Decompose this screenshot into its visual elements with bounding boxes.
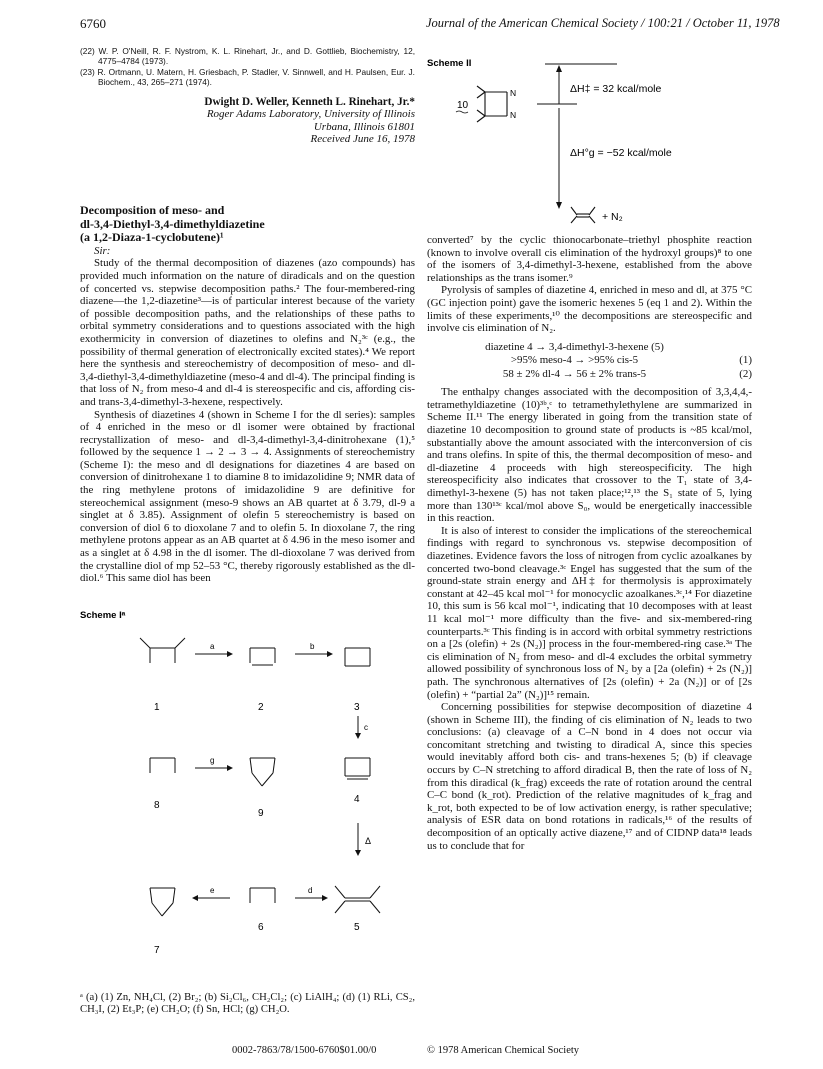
enthalpy-arrowhead [556,202,562,209]
diazetine-10-structure [477,86,507,122]
compound-4-structure [345,758,370,779]
arrow-b-head [327,651,333,657]
diazetine-n-bottom: N [510,110,517,120]
arrow-g-head [227,765,233,771]
compound-6-label: 6 [258,922,264,933]
body-paragraph-2: Synthesis of diazetines 4 (shown in Scheme I for the dl series): samples of 4 enriched in the meso or dl isomer were obtained by fractional recrystallization of meso- and dl-3,4-dimethyl-3,4-dinitrohexane (1),⁵ followed by the sequence 1 → 2 → 3 → 4. Assignments of stereochemistry (Scheme I): the meso and dl designations for diazetines 4 are based on conversion of dinitrohexane 1 to diamine 8 to imidazolidine 9; NMR data of the ring methylene protons of imidazolidine 9 are definitive for stereochemical assignment (meso-9 shows an AB quartet at δ 3.79, dl-9 a singlet at δ 3.85). Assignment of olefin 5 stereochemistry is based on conversion of diol 6 to dioxolane 7 and to olefin 5. In dioxolane 7, the ring methylene protons appear as an AB quartet at δ 4.96 in the meso isomer and as a singlet at δ 4.98 in the dl isomer. The dl-dioxolane 7 was derived from the crystalline diol of mp 52–53 °C, thereby rigorously established as the dl-diol.⁶ This same diol has been [80,408,415,585]
body-paragraph-5: The enthalpy changes associated with the decomposition of 3,3,4,4,-tetramethyldiazetine (10)³ᵇ,ᶜ to tetramethylethylene are summarized in Scheme II.¹¹ The energy liberated in going from the transition state of diazetine 10 decomposition to ground state of products is ~85 kcal/mol, substantially above the amount associated with the interconversion of cis and trans olefins. In spite of this, the thermal decomposition of meso- and dl-diazetine 4 proceeds with high stereospecificity. The high stereospecificity also indicates that crossover to the T₁ state of 3,4-dimethyl-3-hexene (5) has not taken place;¹²,¹³ the S₁ state of 5, lying more than 130¹³ᶜ kcal/mol above S₀, would be energetically inaccessible in this reaction. [427,386,752,525]
equation-text: >95% meso-4 → >95% cis-5 [510,354,639,367]
compound-2-structure [250,648,275,665]
body-paragraph-6: It is also of interest to consider the implications of the stereochemical findings with regard to synchronous vs. stepwise decomposition of diazetines. Evidence favors the loss of nitrogen from cyclic azoalkanes by concerted two-bond cleavage.³ᶜ Engel has suggested that the sum of the ground-state strain energy and ΔH‡ for thermolysis is approximately constant at 42–45 kcal mol⁻¹ for monocyclic azoalkanes.³ᶜ,¹⁴ For diazetine 10, this sum is 56 kcal mol⁻¹, indicating that 10 decomposes with at least 11 kcal mol⁻¹ more difficulty than the five- and six-membered-ring counterparts.³ᶜ This finding is in accord with orbital symmetry restrictions on a [2s (olefin) + 2s (N₂)] process in the four-membered-ring case.³ᵃ The cis elimination of N₂ from meso- and dl-4 excludes the orbital symmetry allowed possibility of synchronous loss of N₂ by a [2a (olefin) + 2s (N₂)] path. The synchronous alternatives of [2s (olefin) + 2a (N₂)] or of [2s (olefin) + “partial 2a” (N₂)]¹⁵ remain. [427,524,752,701]
compound-1-label: 1 [154,702,160,713]
step-c: c [364,723,368,732]
affiliation-line-2: Urbana, Illinois 61801 [313,120,415,133]
compound-3-structure [345,648,370,666]
step-b: b [310,642,315,651]
arrow-c-head [355,733,361,739]
step-g: g [210,756,215,765]
body-paragraph-1: Study of the thermal decomposition of diazenes (azo compounds) has provided much information on the nature of diradicals and on the question of concerted vs. stepwise decomposition paths.² The four-membered-ring diazene—the 1,2-diazetine³—is of particular interest because of the variety of possible decomposition paths, and the relationships of these paths to orbital symmetry considerations and to questions associated with the high exothermicity in conversion of diazetines to olefins and N₂³ᶜ (e.g., the possibility of thermal generation of electronically excited states).⁴ We report here the synthesis and stereochemistry of decomposition of meso- and dl-3,4-diethyl-3,4-dimethyldiazetine (meso-4 and dl-4). The principal finding is that loss of N₂ from meso-4 and dl-4 is stereospecific and cis, affording cis- and trans-3,4-dimethyl-3-hexene, respectively. [80,257,415,408]
enthalpy-label: ΔH°g = −52 kcal/mole [570,147,672,159]
compound-10-underline [456,111,468,113]
activation-energy-label: ΔH‡ = 32 kcal/mole [570,83,662,95]
salutation: Sir: [94,244,111,257]
equation-text: 58 ± 2% dl-4 → 56 ± 2% trans-5 [502,367,647,380]
step-a: a [210,642,215,651]
equation-number: (2) [739,367,752,380]
arrow-delta-head [355,850,361,856]
scheme-1-label: Scheme Iᵃ [80,610,126,621]
scheme-2-diagram [427,56,757,232]
scheme-2 [427,56,757,232]
body-paragraph-7: Concerning possibilities for stepwise decomposition of diazetine 4 (shown in Scheme III), the finding of cis elimination of N₂ leads to two conclusions: (a) cleavage of a C–N bond in 4 does not occur via concomitant stretching and twisting to diradical A, since this species would inevitably afford both cis- and trans-hexenes 5; (b) if cleavage occurs by C–N stretching to afford diradical B, then the rate of loss of N₂ from this diradical (k_frag) exceeds the rate of rotation around the central C–C bond (k_rot). Prediction of the relative magnitudes of k_frag and k_rot, both expected to be of low activation energy, is rather speculative; analysis of ESR data on bond rotations in radicals,¹⁶ of the results of decomposition of an optically active diazene,¹⁷ and of CIDNP data¹⁸ leads us to conclude that for [427,701,752,852]
equation-scheme [427,341,752,355]
tetramethylethylene-structure [571,207,595,223]
compound-8-structure [150,758,175,773]
body-paragraph-4: Pyrolysis of samples of diazetine 4, enriched in meso and dl, at 375 °C (GC injection point) gave the isomeric hexenes 5 (eq 1 and 2). Within the limits of these experiments,¹⁰ the decompositions are stereospecific and involve cis elimination of N₂. [427,284,752,335]
compound-8-label: 8 [154,800,160,811]
reference-list [80,46,415,88]
step-e: e [210,886,215,895]
compound-3-label: 3 [354,702,360,713]
equation-text: diazetine 4 → 3,4-dimethyl-3-hexene (5) [485,340,664,353]
equation-2 [427,368,752,382]
title-line-1: Decomposition of meso- and [80,203,225,217]
affiliation-line-1: Roger Adams Laboratory, University of Illinois [206,108,415,121]
authors: Dwight D. Weller, Kenneth L. Rinehart, Jr.* [204,95,415,108]
scheme-1-diagram [80,608,415,988]
compound-9-structure [250,758,275,786]
compound-10-label: 10 [457,100,469,111]
reference-23: (23) R. Ortmann, U. Matern, H. Griesbach, P. Stadler, V. Sinnwell, and H. Paulsen, Eur. J. Biochem., 43, 265–271 (1974). [80,66,415,88]
footer-copyright: © 1978 American Chemical Society [427,1045,580,1056]
footer-code: 0002-7863/78/1500-6760$01.00/0 [232,1045,377,1056]
activation-arrowhead [556,65,562,72]
title-line-2: dl-3,4-Diethyl-3,4-dimethyldiazetine [80,216,265,231]
equation-1 [427,354,752,368]
compound-9-label: 9 [258,808,264,819]
compound-6-structure [250,888,275,903]
compound-1-structure [140,638,185,663]
compound-5-label: 5 [354,922,360,933]
received-date: Received June 16, 1978 [310,133,415,146]
scheme-1 [80,608,415,1043]
journal-running-header: Journal of the American Chemical Society / 100:21 / October 11, 1978 [426,16,780,30]
reference-22: (22) W. P. O'Neill, R. F. Nystrom, K. L. Rinehart, Jr., and D. Gottlieb, Biochemistry, 12, 4775–4784 (1973). [80,46,415,67]
step-d: d [308,886,313,895]
compound-4-label: 4 [354,794,360,805]
left-column [80,46,415,585]
page-number: 6760 [80,16,106,31]
body-paragraph-3: converted⁷ by the cyclic thionocarbonate–triethyl phosphite reaction (known to involve overall cis elimination of the hydroxyl groups)⁸ to one of the isomers of 3,4-dimethyl-3-hexene, established from the above relationships as the trans isomer.⁹ [427,234,752,284]
compound-5-structure [335,886,380,913]
affiliation [80,108,415,146]
article-title [80,204,415,245]
diazetine-n-top: N [510,88,517,98]
scheme-2-label: Scheme II [427,58,472,69]
scheme-1-footnote: ᵃ (a) (1) Zn, NH₄Cl, (2) Br₂; (b) Si₂Cl₆, CH₂Cl₂; (c) LiAlH₄; (d) (1) RLi, CS₂, CH₃I, (2) Et₃P; (e) CH₂O; (f) Sn, HCl; (g) CH₂O. [80,992,415,1016]
arrow-a-head [227,651,233,657]
compound-2-label: 2 [258,702,264,713]
right-column [427,234,752,852]
equation-number: (1) [739,354,752,367]
arrow-d-head [322,895,328,901]
compound-7-structure [150,888,175,916]
arrow-e-head [192,895,198,901]
compound-7-label: 7 [154,945,160,956]
nitrogen-product: + N₂ [602,211,623,223]
title-line-3: (a 1,2-Diaza-1-cyclobutene)¹ [80,230,224,245]
delta-symbol: Δ [365,836,372,846]
